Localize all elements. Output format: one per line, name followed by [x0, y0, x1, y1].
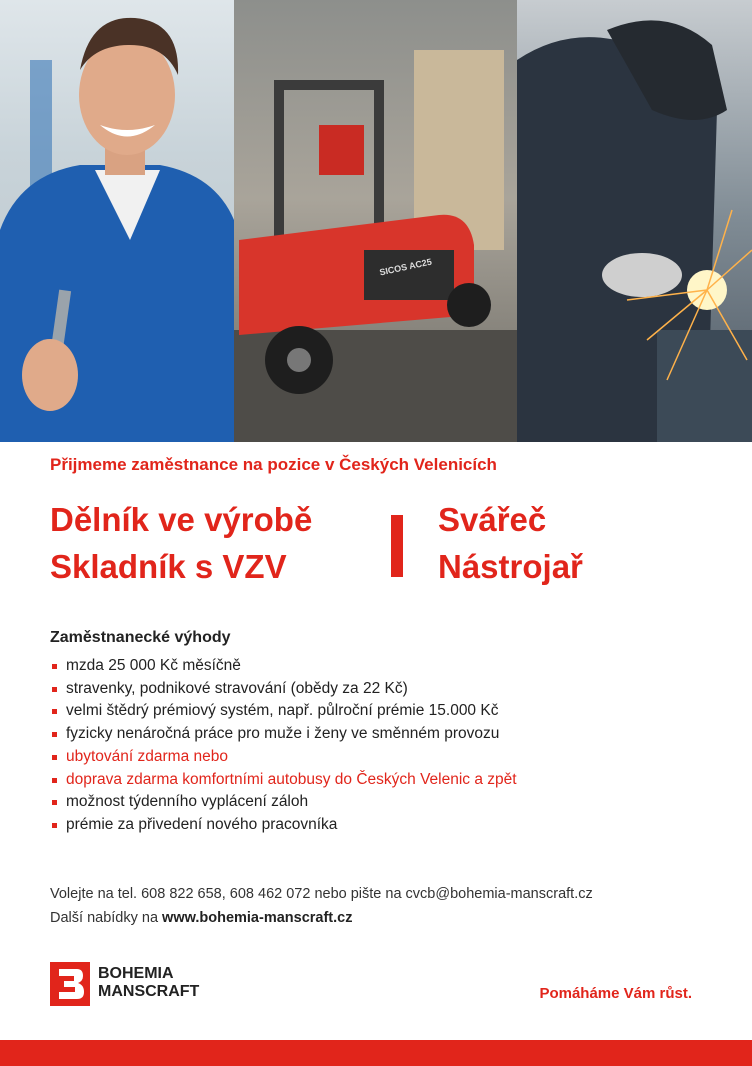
benefit-item: velmi štědrý prémiový systém, např. půlroční prémie 15.000 Kč	[50, 700, 517, 723]
benefits-title: Zaměstnanecké výhody	[50, 629, 231, 646]
jobs-right	[438, 496, 583, 590]
contact-line: Volejte na tel. 608 822 658, 608 462 072 nebo pište na cvcb@bohemia-manscraft.cz	[50, 886, 593, 902]
benefit-item: mzda 25 000 Kč měsíčně	[50, 655, 517, 678]
header-photos	[0, 0, 752, 442]
bullet-icon	[52, 755, 57, 760]
benefit-item: stravenky, podnikové stravování (obědy za 22 Kč)	[50, 678, 517, 701]
logo-mark-icon	[50, 962, 90, 1006]
bullet-icon	[52, 664, 57, 669]
job-title: Skladník s VZV	[50, 548, 287, 585]
website-line: Další nabídky na www.bohemia-manscraft.cz	[50, 910, 353, 926]
bullet-icon	[52, 687, 57, 692]
bullet-icon	[52, 800, 57, 805]
job-title: Svářeč	[438, 501, 547, 538]
footer-bar	[0, 1040, 752, 1066]
benefit-item: prémie za přivedení nového pracovníka	[50, 814, 517, 837]
benefit-item: možnost týdenního vyplácení záloh	[50, 791, 517, 814]
bullet-icon	[52, 823, 57, 828]
photo-welder	[517, 0, 752, 442]
divider	[391, 515, 403, 577]
job-title: Dělník ve výrobě	[50, 501, 313, 538]
bullet-icon	[52, 778, 57, 783]
jobs-left	[50, 496, 312, 590]
intro-text: Přijmeme zaměstnance na pozice v Českých Velenicích	[50, 455, 497, 474]
photo-worker-with-wrench	[0, 0, 234, 442]
logo-text: BOHEMIA MANSCRAFT	[98, 965, 200, 1000]
forklift-label: SICOS AC25	[378, 256, 433, 278]
bullet-icon	[52, 732, 57, 737]
slogan: Pomáháme Vám růst.	[539, 985, 692, 1002]
bullet-icon	[52, 709, 57, 714]
photo-forklift	[234, 0, 517, 442]
contact-block	[50, 882, 593, 930]
job-title: Nástrojař	[438, 548, 583, 585]
benefits-list	[50, 655, 517, 837]
benefit-item-highlight: ubytování zdarma nebo	[50, 746, 517, 769]
benefit-item: fyzicky nenáročná práce pro muže i ženy ve směnném provozu	[50, 723, 517, 746]
website-link[interactable]: www.bohemia-manscraft.cz	[162, 910, 353, 926]
benefit-item-highlight: doprava zdarma komfortními autobusy do Českých Velenic a zpět	[50, 769, 517, 792]
